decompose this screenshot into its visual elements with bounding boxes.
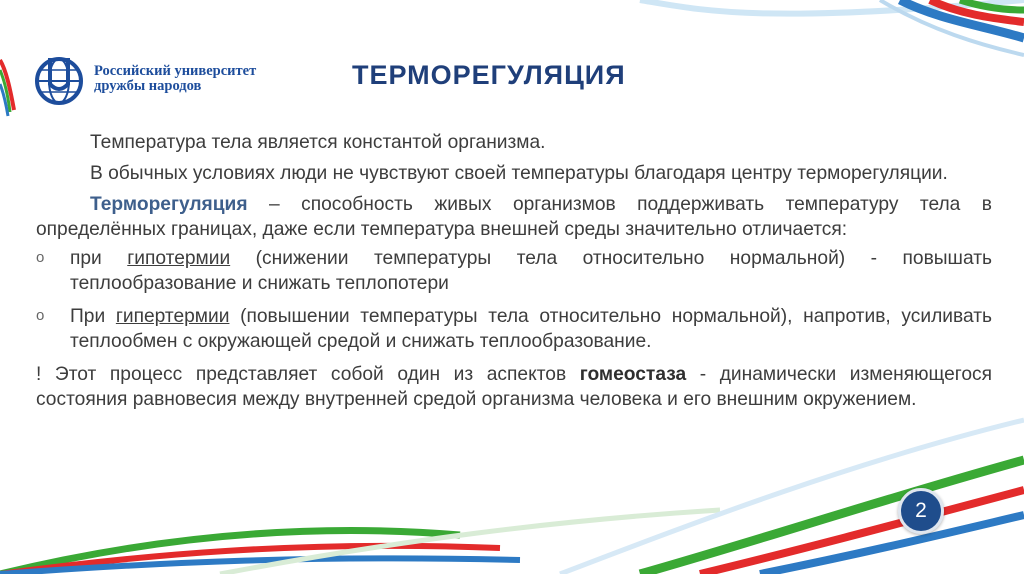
bullet-text: (снижении температуры тела относительно нормальной) - повышать теплообразование и снижать теплопотери [70,248,992,294]
university-name [94,64,256,94]
bullet-prefix: При [70,306,116,327]
slide-body [36,130,992,412]
note-before: ! Этот процесс представляет собой один из аспектов [36,364,580,385]
note-homeostasis [36,362,992,412]
university-name-line2: дружбы народов [94,78,202,94]
term-hypothermia: гипотермии [127,248,231,269]
bullet-text: (повышении температуры тела относительно нормальной), напротив, усиливать теплообмен с окружающей средой и снижать теплообразование. [70,306,993,352]
globe-emblem-icon [32,54,86,106]
paragraph-normal-conditions: В обычных условиях люди не чувствуют своей температуры благодаря центру терморегуляции. [90,163,948,184]
term-thermoregulation: Терморегуляция [90,194,248,215]
bullet-list [36,246,992,354]
bullet-hypothermia [36,246,992,296]
paragraph-constant: Температура тела является константой организма. [90,132,546,153]
bullet-hyperthermia [36,304,992,354]
paragraph-definition [36,192,992,242]
note-after: - динамически изменяющегося состояния равновесия между внутренней средой организма человека и его внешним окружением. [36,364,992,410]
university-name-line1: Российский университет [94,63,257,79]
term-hyperthermia: гипертермии [115,306,230,327]
bullet-prefix: при [70,248,128,269]
slide-title: ТЕРМОРЕГУЛЯЦИЯ [352,60,626,90]
definition-text: – способность живых организмов поддерживать температуру тела в определённых границах, даже если температура внешней среды значительно отличается: [36,194,992,240]
term-homeostasis: гомеостаза [579,364,687,385]
page-number-badge: 2 [898,488,944,534]
university-logo [32,54,302,106]
